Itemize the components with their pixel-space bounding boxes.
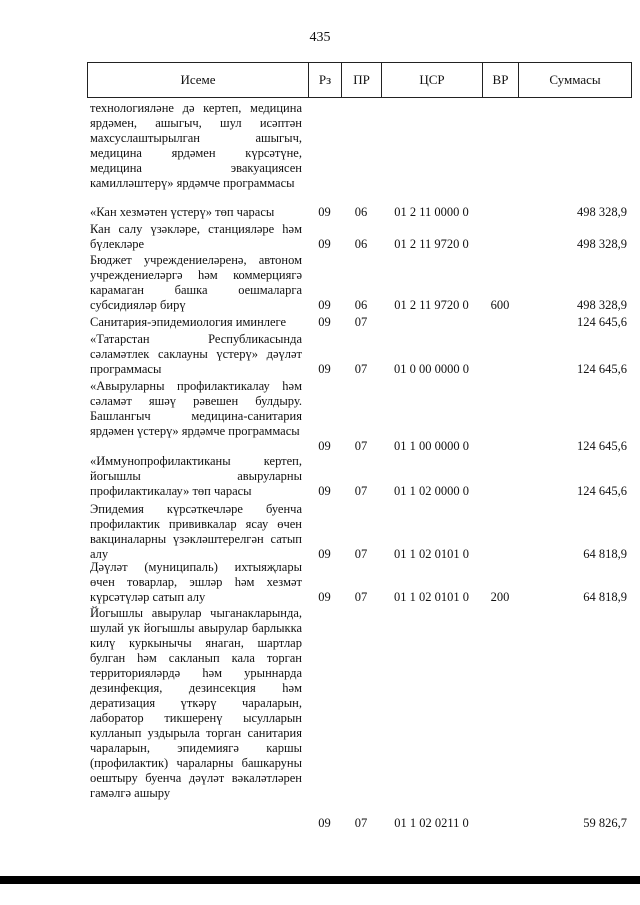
table-row: [87, 379, 632, 454]
row-pr: 07: [354, 315, 368, 329]
row-pr: 07: [354, 484, 368, 498]
row-sum: 498 328,9: [577, 205, 627, 219]
row-name: «Татарстан Республикасында сәламәтлек саклауны үстерү» дәүләт программасы: [90, 332, 302, 376]
table-row: [87, 253, 632, 313]
row-csr: 01 2 11 9720 0: [394, 298, 469, 312]
row-sum: 124 645,6: [577, 315, 627, 329]
row-sum: 498 328,9: [577, 298, 627, 312]
row-rz: 09: [318, 547, 331, 561]
row-pr: 06: [354, 205, 368, 219]
table-row: [87, 606, 632, 831]
page-number: 435: [309, 30, 331, 45]
row-rz: 09: [318, 484, 331, 498]
row-vr: 200: [490, 590, 510, 604]
header-name: Исеме: [88, 63, 309, 97]
row-sum: 124 645,6: [577, 362, 627, 376]
scan-border: [0, 876, 640, 884]
row-pr: 06: [354, 237, 368, 251]
row-rz: 09: [318, 362, 331, 376]
row-csr: 01 1 02 0101 0: [394, 590, 469, 604]
table-row: [87, 222, 632, 252]
row-name: Эпидемия күрсәткечләре буенча профилактик прививкалар ясау өчен вакциналарны үзәкләштерелгән сатып алу: [90, 502, 302, 561]
row-csr: 01 1 02 0000 0: [394, 484, 469, 498]
row-name: Йогышлы авырулар чыганакларында, шулай ук йогышлы авырулар барлыкка килү куркынычы янаган, шартлар булган һәм сакланып кала торган территорияләрдә һәм урыннарда дезинфекция, дезинсекция һәм дератизация үткәрү чараларын, лаборатор тикшеренү ысулларын кулланып уздырыла торган санитария чараларын, эпидемиягә каршы (профилактик) чараларны башкаруны оештыру буенча дәүләт вәкаләтләрен гамәлгә ашыру: [90, 606, 302, 800]
table-row: [87, 454, 632, 499]
row-name: Дәүләт (муниципаль) ихтыяҗлары өчен товарлар, эшләр һәм хезмәт күрсәтүләр сатып алу: [90, 560, 302, 604]
row-pr: 07: [354, 362, 368, 376]
table-row: [87, 315, 632, 330]
row-sum: 498 328,9: [577, 237, 627, 251]
header-sum: Суммасы: [549, 72, 601, 87]
row-rz: 09: [318, 816, 331, 830]
row-csr: 01 0 00 0000 0: [394, 362, 469, 376]
row-csr: 01 2 11 0000 0: [394, 205, 469, 219]
header-pr: ПР: [342, 63, 382, 97]
row-vr: 600: [490, 298, 510, 312]
row-csr: 01 1 00 0000 0: [394, 439, 469, 453]
row-rz: 09: [318, 590, 331, 604]
row-csr: 01 1 02 0101 0: [394, 547, 469, 561]
row-name: Санитария-эпидемиология иминлеге: [90, 315, 287, 329]
table-header: [87, 62, 632, 98]
row-name: Кан салу үзәкләре, станцияләре һәм бүлекләре: [90, 222, 302, 251]
table-row: [87, 205, 632, 220]
header-csr: ЦСР: [382, 63, 483, 97]
row-csr: 01 1 02 0211 0: [394, 816, 469, 830]
row-pr: 07: [354, 547, 368, 561]
row-name: технологияләне дә кертеп, медицина ярдәмен, ашыгыч, шул исәптән махсуслаштырылган ашыгыч, медицина ярдәмен күрсәтүне, медицина эвакуациясен камилләштерү» ярдәмче программасы: [90, 101, 302, 190]
row-name: «Кан хезмәтен үстерү» төп чарасы: [90, 205, 275, 219]
row-csr: 01 2 11 9720 0: [394, 237, 469, 251]
row-sum: 124 645,6: [577, 484, 627, 498]
table-row: [87, 332, 632, 377]
table-row: [87, 101, 632, 206]
table-row: [87, 502, 632, 562]
row-sum: 64 818,9: [583, 590, 627, 604]
row-rz: 09: [318, 298, 331, 312]
row-pr: 06: [354, 298, 368, 312]
row-sum: 124 645,6: [577, 439, 627, 453]
row-sum: 59 826,7: [583, 816, 627, 830]
row-name: «Авыруларны профилактикалау һәм сәламәт яшәү рәвешен булдыру. Башлангыч медицина-санитария ярдәмен үстерү» ярдәмче программасы: [90, 379, 302, 438]
row-rz: 09: [318, 315, 331, 329]
row-pr: 07: [354, 590, 368, 604]
row-pr: 07: [354, 816, 368, 830]
row-name: «Иммунопрофилактиканы кертеп, йогышлы авыруларны профилактикалау» төп чарасы: [90, 454, 302, 498]
header-rz: Рз: [309, 63, 342, 97]
row-pr: 07: [354, 439, 368, 453]
row-name: Бюджет учреждениеләренә, автоном учреждениеләргә һәм коммерциягә карамаган башка оешмаларга субсидияләр бирү: [90, 253, 302, 312]
row-rz: 09: [318, 237, 331, 251]
header-vr: ВР: [483, 63, 519, 97]
row-rz: 09: [318, 205, 331, 219]
row-sum: 64 818,9: [583, 547, 627, 561]
row-rz: 09: [318, 439, 331, 453]
table-row: [87, 560, 632, 605]
